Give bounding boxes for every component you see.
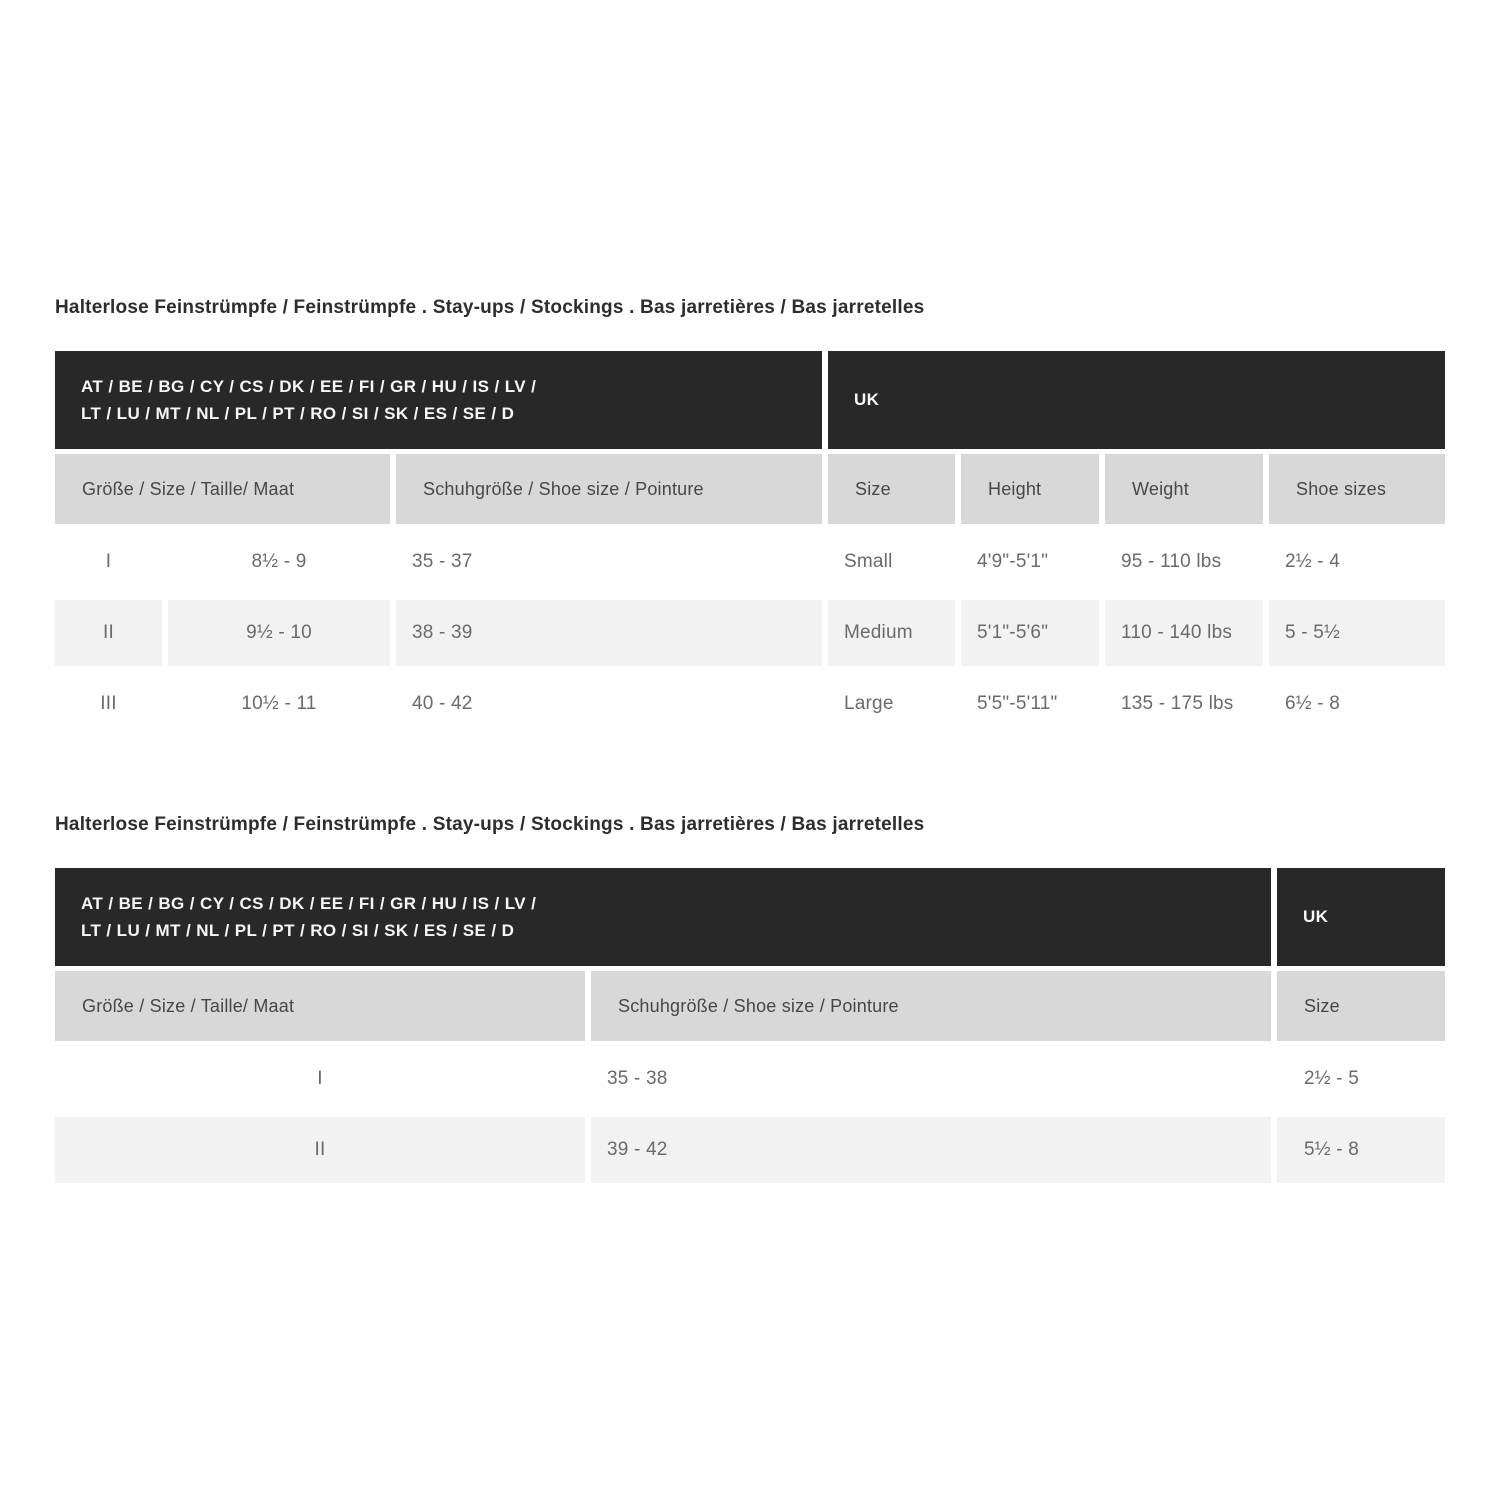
- chart-title-1: Halterlose Feinstrümpfe / Feinstrümpfe . Stay-ups / Stockings . Bas jarretières / Bas jarretelles: [55, 297, 925, 318]
- col-header-weight: Weight: [1105, 454, 1263, 524]
- eu-countries-header-cell: [55, 351, 822, 449]
- col-header-shoe-eu: Schuhgröße / Shoe size / Pointure: [591, 971, 1271, 1041]
- weight-cell: 110 - 140 lbs: [1105, 600, 1263, 666]
- row-numeral-cell: II: [55, 1117, 585, 1183]
- uk-size-cell: 2½ - 5: [1277, 1046, 1445, 1112]
- uk-size-cell: Large: [828, 671, 955, 737]
- height-cell: 5'1"-5'6": [961, 600, 1099, 666]
- eu-countries-header-cell: [55, 868, 1271, 966]
- eu-countries-line2: LT / LU / MT / NL / PL / PT / RO / SI / SK / ES / SE / D: [81, 404, 515, 423]
- eu-shoe-size-cell: 35 - 38: [591, 1046, 1271, 1112]
- col-header-size-uk: Size: [1277, 971, 1445, 1041]
- eu-countries-line2: LT / LU / MT / NL / PL / PT / RO / SI / SK / ES / SE / D: [81, 921, 515, 940]
- chart-title-2: Halterlose Feinstrümpfe / Feinstrümpfe . Stay-ups / Stockings . Bas jarretières / Bas jarretelles: [55, 814, 925, 835]
- col-header-size-eu: Größe / Size / Taille/ Maat: [55, 454, 390, 524]
- weight-cell: 95 - 110 lbs: [1105, 529, 1263, 595]
- height-cell: 5'5"-5'11": [961, 671, 1099, 737]
- col-header-shoe-uk: Shoe sizes: [1269, 454, 1445, 524]
- uk-shoe-size-cell: 2½ - 4: [1269, 529, 1445, 595]
- uk-shoe-size-cell: 6½ - 8: [1269, 671, 1445, 737]
- uk-shoe-size-cell: 5 - 5½: [1269, 600, 1445, 666]
- height-cell: 4'9"-5'1": [961, 529, 1099, 595]
- eu-countries-line1: AT / BE / BG / CY / CS / DK / EE / FI / GR / HU / IS / LV /: [81, 894, 537, 913]
- uk-header-cell: [1277, 868, 1445, 966]
- uk-header-label: UK: [854, 390, 880, 409]
- eu-size-cell: 9½ - 10: [168, 600, 390, 666]
- eu-shoe-size-cell: 39 - 42: [591, 1117, 1271, 1183]
- eu-size-cell: 10½ - 11: [168, 671, 390, 737]
- eu-shoe-size-cell: 38 - 39: [396, 600, 822, 666]
- size-table-international: [55, 351, 1445, 737]
- row-numeral-cell: III: [55, 671, 162, 737]
- col-header-shoe-eu: Schuhgröße / Shoe size / Pointure: [396, 454, 822, 524]
- uk-size-cell: Medium: [828, 600, 955, 666]
- row-numeral-cell: II: [55, 600, 162, 666]
- col-header-size-eu: Größe / Size / Taille/ Maat: [55, 971, 585, 1041]
- uk-size-cell: Small: [828, 529, 955, 595]
- uk-header-label: UK: [1303, 907, 1329, 926]
- weight-cell: 135 - 175 lbs: [1105, 671, 1263, 737]
- uk-size-cell: 5½ - 8: [1277, 1117, 1445, 1183]
- eu-countries-line1: AT / BE / BG / CY / CS / DK / EE / FI / GR / HU / IS / LV /: [81, 377, 537, 396]
- col-header-height: Height: [961, 454, 1099, 524]
- eu-size-cell: 8½ - 9: [168, 529, 390, 595]
- uk-header-cell: [828, 351, 1445, 449]
- eu-shoe-size-cell: 40 - 42: [396, 671, 822, 737]
- col-header-size-uk: Size: [828, 454, 955, 524]
- row-numeral-cell: I: [55, 529, 162, 595]
- size-chart-section-2: [55, 814, 1445, 1183]
- row-numeral-cell: I: [55, 1046, 585, 1112]
- size-chart-section-1: [55, 297, 1445, 737]
- size-table-simple: [55, 868, 1445, 1183]
- eu-shoe-size-cell: 35 - 37: [396, 529, 822, 595]
